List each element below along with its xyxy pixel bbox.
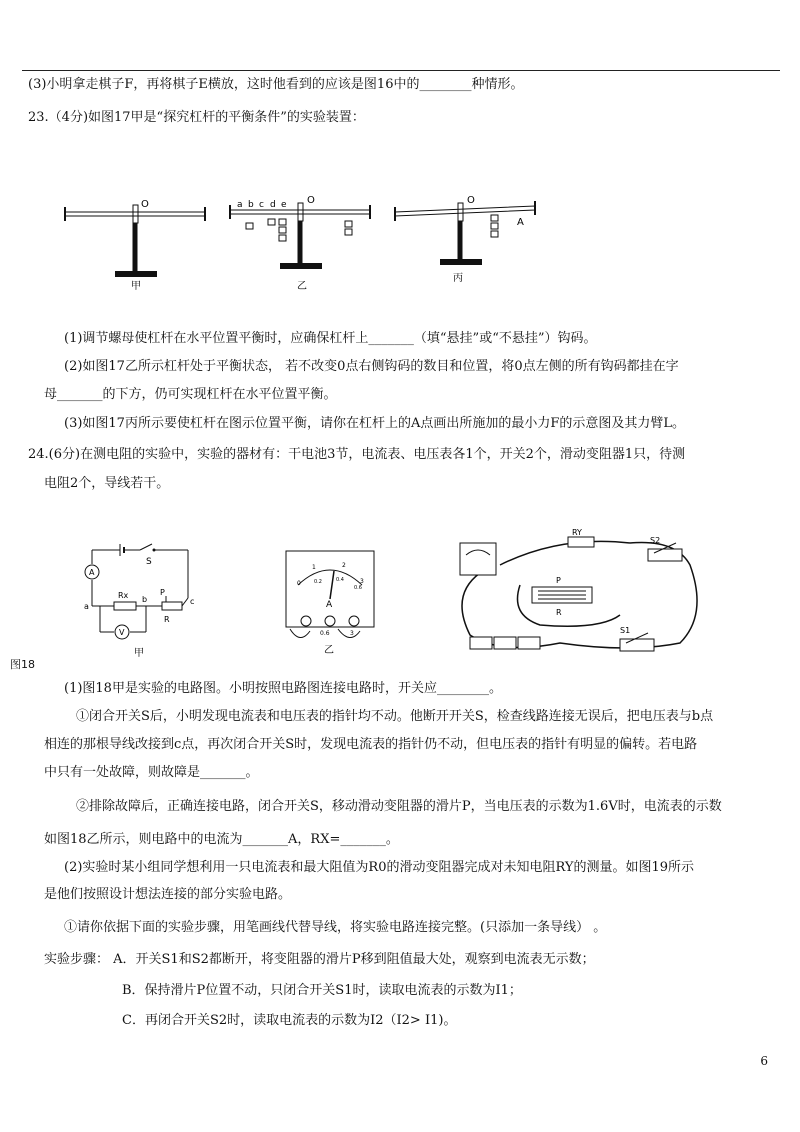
node-c-label: c bbox=[190, 597, 195, 606]
q24-part1b-line2: 如图18乙所示，则电路中的电流为_______A，RX=_______。 bbox=[44, 832, 399, 847]
figure-18-ammeter bbox=[280, 545, 380, 657]
pivot-o-yi: O bbox=[307, 195, 315, 206]
q24-part1: (1)图18甲是实验的电路图。小明按照电路图连接电路时，开关应________。 bbox=[64, 681, 502, 696]
q24-part1a-line1: ①闭合开关S后，小明发现电流表和电压表的指针均不动。他断开开关S，检查线路连接无误后，把电压表与b点 bbox=[76, 709, 714, 724]
tick-3: 3 bbox=[360, 578, 364, 585]
node-a-label: a bbox=[84, 602, 89, 611]
q24-part1b-line1: ②排除故障后，正确连接电路，闭合开关S，移动滑动变阻器的滑片P，当电压表的示数为1.6V时，电流表的示数 bbox=[76, 799, 722, 814]
terminal-3: 3 bbox=[350, 630, 354, 637]
point-a-label: A bbox=[517, 217, 524, 228]
q24-part2-line2: 是他们按照设计想法连接的部分实验电路。 bbox=[44, 887, 292, 902]
q22-part3: (3)小明拿走棋子F，再将棋子E横放，这时他看到的应该是图16中的________种情形。 bbox=[28, 77, 524, 92]
tick-0-2: 0.2 bbox=[314, 579, 322, 585]
step-c: C．再闭合开关S2时，读取电流表的示数为I2（I2> I1)。 bbox=[122, 1013, 457, 1028]
r-label: R bbox=[164, 615, 170, 624]
letter-a: a bbox=[237, 200, 243, 210]
q24-title-b: 电阻2个，导线若干。 bbox=[44, 476, 170, 491]
label-yi-17: 乙 bbox=[297, 281, 307, 292]
lever-bing bbox=[395, 195, 535, 284]
switch-s-label: S bbox=[146, 557, 152, 567]
q23-part2-a: (2)如图17乙所示杠杆处于平衡状态， 若不改变0点右侧钩码的数目和位置，将0点左侧的所有钩码都挂在字 bbox=[64, 359, 679, 374]
letter-b: b bbox=[248, 200, 254, 210]
p-label: P bbox=[160, 588, 165, 597]
node-b-label: b bbox=[142, 595, 148, 604]
tick-0-6: 0.6 bbox=[354, 585, 362, 591]
figure-18-circuit bbox=[80, 540, 200, 660]
letter-e: e bbox=[281, 200, 287, 210]
slider-p-label: P bbox=[556, 576, 561, 585]
pivot-o-jia: O bbox=[141, 199, 149, 210]
rx-label: Rx bbox=[118, 591, 129, 600]
ammeter-label: A bbox=[89, 568, 95, 577]
step-a: 实验步骤： A．开关S1和S2都断开，将变阻器的滑片P移到阻值最大处，观察到电流表无示数； bbox=[44, 952, 595, 967]
label-jia-17: 甲 bbox=[131, 281, 141, 292]
q24-title-a: 24.(6分)在测电阻的实验中，实验的器材有：干电池3节，电流表、电压表各1个，开关2个，滑动变阻器1只，待测 bbox=[28, 447, 686, 462]
label-bing-17: 丙 bbox=[453, 273, 463, 284]
label-jia-18: 甲 bbox=[134, 648, 144, 659]
tick-1: 1 bbox=[312, 564, 316, 571]
tick-2: 2 bbox=[342, 562, 346, 569]
s1-label: S1 bbox=[620, 626, 631, 635]
figure-18-caption: 图18 bbox=[10, 658, 35, 671]
letter-d: d bbox=[270, 200, 276, 210]
lever-yi bbox=[230, 195, 370, 292]
voltmeter-label: V bbox=[119, 628, 125, 637]
pivot-o-bing: O bbox=[467, 195, 475, 206]
q24-part1a-line3: 中只有一处故障，则故障是_______。 bbox=[44, 765, 259, 780]
q24-part2a: ①请你依据下面的实验步骤，用笔画线代替导线，将实验电路连接完整。(只添加一条导线） 。 bbox=[64, 920, 607, 935]
dial-a-label: A bbox=[326, 600, 333, 610]
label-yi-18: 乙 bbox=[324, 645, 334, 656]
q23-part3: (3)如图17丙所示要使杠杆在图示位置平衡，请你在杠杆上的A点画出所施加的最小力F的示意图及其力臂L。 bbox=[64, 416, 685, 431]
tick-0-4: 0.4 bbox=[336, 577, 344, 583]
terminal-0-6: 0.6 bbox=[320, 630, 330, 637]
page-number: 6 bbox=[760, 1054, 768, 1068]
letter-c: c bbox=[259, 200, 264, 210]
header-rule bbox=[22, 70, 780, 71]
q24-part2-line1: (2)实验时某小组同学想利用一只电流表和最大阻值为R0的滑动变阻器完成对未知电阻RY的测量。如图19所示 bbox=[64, 860, 694, 875]
q24-part1a-line2: 相连的那根导线改接到c点，再次闭合开关S时，发现电流表的指针仍不动，但电压表的指针有明显的偏转。若电路 bbox=[44, 737, 698, 752]
figure-19-circuit bbox=[440, 525, 710, 660]
s2-label: S2 bbox=[650, 536, 661, 545]
lever-jia bbox=[65, 199, 205, 292]
q23-part2-b: 母_______的下方，仍可实现杠杆在水平位置平衡。 bbox=[44, 387, 337, 402]
q23-title: 23.（4分)如图17甲是“探究杠杆的平衡条件”的实验装置： bbox=[28, 110, 365, 125]
figure-17 bbox=[55, 185, 545, 295]
step-b: B．保持滑片P位置不动，只闭合开关S1时，读取电流表的示数为I1； bbox=[122, 983, 522, 998]
ry-label: RY bbox=[572, 528, 582, 537]
rheostat-r-label: R bbox=[556, 608, 562, 617]
q23-part1: (1)调节螺母使杠杆在水平位置平衡时，应确保杠杆上_______（填“悬挂”或“不悬挂”）钩码。 bbox=[64, 331, 597, 346]
tick-0: 0 bbox=[297, 580, 301, 587]
